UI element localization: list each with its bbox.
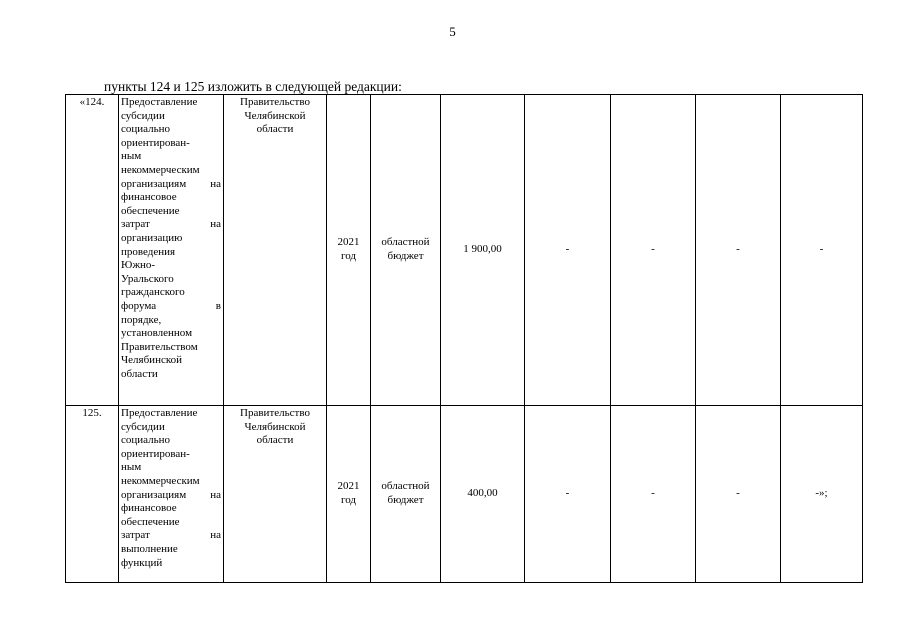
measure-description: Предоставление субсидии социально ориентирован- ным некоммерческим организациям на финансовое обеспечение затрат на выполнение функций [119,406,224,583]
amount: 1 900,00 [441,95,525,406]
table-row-124 [66,95,863,406]
amount-col-10: -»; [781,406,863,583]
executor: Правительство Челябинской области [224,95,327,406]
budget-table [65,94,863,583]
amount-col-8: - [611,95,696,406]
amount: 400,00 [441,406,525,583]
year: 2021 год [327,406,371,583]
amount-col-10: - [781,95,863,406]
amount-col-7: - [525,95,611,406]
amount-col-7: - [525,406,611,583]
measure-description: Предоставление субсидии социально ориентирован- ным некоммерческим организациям на финансовое обеспечение затрат на организацию проведения Южно- Уральского гражданского форума в порядке, установленном Правительством Челябинской области [119,95,224,406]
amount-col-9: - [696,406,781,583]
funding-source: областной бюджет [371,95,441,406]
amount-col-9: - [696,95,781,406]
intro-text: пункты 124 и 125 изложить в следующей редакции: [104,79,402,94]
table-row-125 [66,406,863,583]
executor: Правительство Челябинской области [224,406,327,583]
row-number: «124. [66,95,119,406]
page-number: 5 [449,24,456,39]
year: 2021 год [327,95,371,406]
row-number: 125. [66,406,119,583]
amount-col-8: - [611,406,696,583]
funding-source: областной бюджет [371,406,441,583]
